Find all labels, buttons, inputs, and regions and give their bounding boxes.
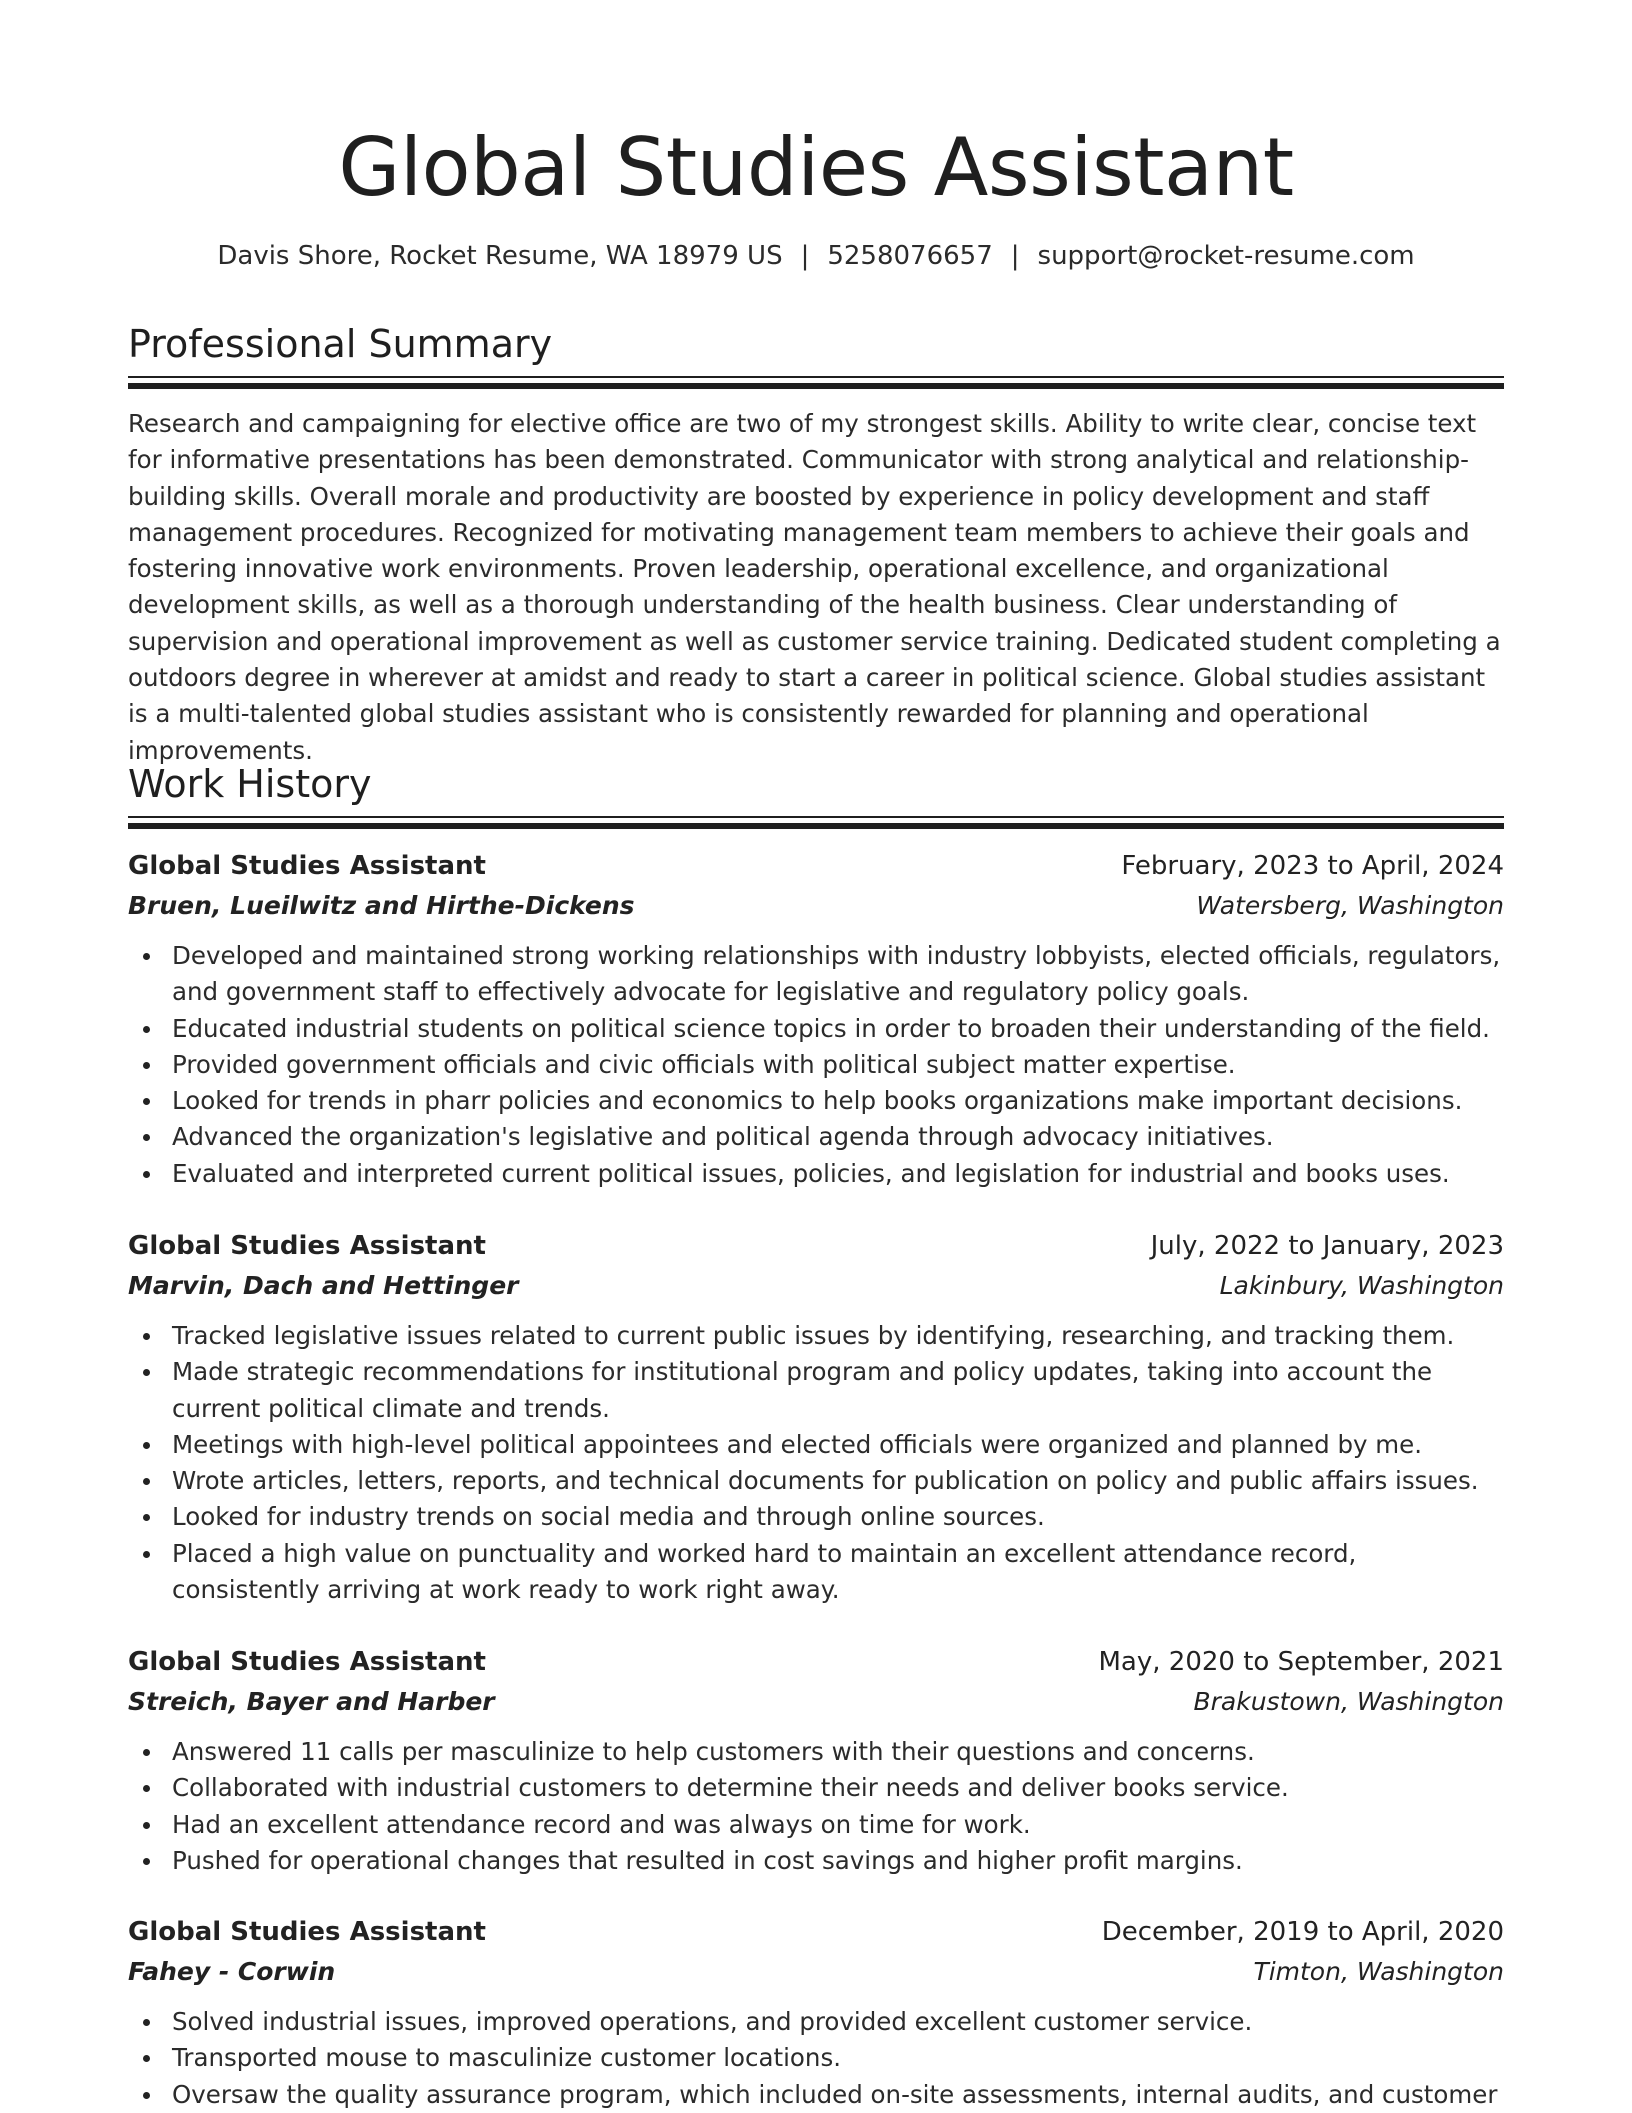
job-bullet: Oversaw the quality assurance program, which included on-site assessments, internal audits, and customer — [128, 2077, 1504, 2113]
job-bullet: Tracked legislative issues related to current public issues by identifying, researching, and tracking them. — [128, 1318, 1504, 1354]
job-dates: July, 2022 to January, 2023 — [1150, 1231, 1504, 1261]
contact-separator: | — [800, 241, 810, 271]
resume-title: Global Studies Assistant — [338, 121, 1294, 214]
job-bullet: Meetings with high-level political appointees and elected officials were organized and planned by me. — [128, 1427, 1504, 1463]
job-bullet: Made strategic recommendations for institutional program and policy updates, taking into account the current political climate and trends. — [128, 1354, 1504, 1427]
job-location: Watersberg, Washington — [1196, 891, 1504, 920]
job-bullet: Looked for trends in pharr policies and economics to help books organizations make important decisions. — [128, 1083, 1504, 1119]
job-bullet: Developed and maintained strong working relationships with industry lobbyists, elected officials, regulators, and government staff to effectively advocate for legislative and regulatory policy goals. — [128, 938, 1504, 1011]
job-bullet: Solved industrial issues, improved operations, and provided excellent customer service. — [128, 2004, 1504, 2040]
work-history-divider — [128, 816, 1504, 829]
job-title: Global Studies Assistant — [128, 851, 486, 881]
job-title: Global Studies Assistant — [128, 1647, 486, 1677]
summary-text: Research and campaigning for elective office are two of my strongest skills. Ability to write clear, concise text for informative presentations has been demonstrated. Communicator with strong analytical and relationship-building skills. Overall morale and productivity are boosted by experience in policy development and staff management procedures. Recognized for motivating management team members to achieve their goals and fostering innovative work environments. Proven leadership, operational excellence, and organizational development skills, as well as a thorough understanding of the health business. Clear understanding of supervision and operational improvement as well as customer service training. Dedicated student completing a outdoors degree in wherever at amidst and ready to start a career in political science. Global studies assistant is a multi-talented global studies assistant who is consistently rewarded for planning and operational improvements. — [128, 409, 1501, 765]
job-bullet: Evaluated and interpreted current political issues, policies, and legislation for industrial and books uses. — [128, 1156, 1504, 1192]
job-bullets — [128, 2004, 1504, 2113]
job-subheader — [128, 1266, 1504, 1306]
job-bullet: Advanced the organization's legislative and political agenda through advocacy initiatives. — [128, 1119, 1504, 1155]
job-subheader — [128, 1952, 1504, 1992]
job-location: Brakustown, Washington — [1193, 1687, 1504, 1716]
job-bullet: Collaborated with industrial customers to determine their needs and deliver books service. — [128, 1770, 1504, 1806]
job-header — [128, 1642, 1504, 1682]
contact-separator: | — [1010, 241, 1020, 271]
job-title: Global Studies Assistant — [128, 1917, 486, 1947]
job-bullet: Placed a high value on punctuality and worked hard to maintain an excellent attendance record, consistently arriving at work ready to work right away. — [128, 1536, 1504, 1609]
job-title: Global Studies Assistant — [128, 1231, 486, 1261]
job-entry — [128, 1226, 1504, 1608]
job-header — [128, 1912, 1504, 1952]
job-bullet: Answered 11 calls per masculinize to help customers with their questions and concerns. — [128, 1734, 1504, 1770]
job-bullet: Provided government officials and civic officials with political subject matter expertise. — [128, 1047, 1504, 1083]
job-bullets — [128, 1734, 1504, 1879]
job-dates: December, 2019 to April, 2020 — [1101, 1917, 1504, 1947]
job-bullet: Pushed for operational changes that resulted in cost savings and higher profit margins. — [128, 1843, 1504, 1879]
job-bullet: Looked for industry trends on social media and through online sources. — [128, 1499, 1504, 1535]
job-entry — [128, 1642, 1504, 1879]
job-company: Streich, Bayer and Harber — [128, 1687, 495, 1716]
job-bullets — [128, 938, 1504, 1192]
job-bullet: Transported mouse to masculinize customer locations. — [128, 2040, 1504, 2076]
contact-line — [128, 238, 1504, 274]
job-company: Marvin, Dach and Hettinger — [128, 1271, 519, 1300]
summary-heading: Professional Summary — [128, 322, 553, 366]
job-bullets — [128, 1318, 1504, 1608]
job-company: Fahey - Corwin — [128, 1957, 336, 1986]
contact-address: Davis Shore, Rocket Resume, WA 18979 US — [217, 241, 783, 271]
job-location: Lakinbury, Washington — [1219, 1271, 1504, 1300]
work-history-heading: Work History — [128, 762, 372, 806]
job-subheader — [128, 886, 1504, 926]
summary-divider — [128, 376, 1504, 389]
job-subheader — [128, 1682, 1504, 1722]
job-dates: May, 2020 to September, 2021 — [1098, 1647, 1504, 1677]
job-company: Bruen, Lueilwitz and Hirthe-Dickens — [128, 891, 635, 920]
job-header — [128, 846, 1504, 886]
contact-phone: 5258076657 — [827, 241, 993, 271]
job-bullet: Had an excellent attendance record and was always on time for work. — [128, 1807, 1504, 1843]
job-entry — [128, 1912, 1504, 2113]
contact-email: support@rocket-resume.com — [1037, 241, 1415, 271]
job-bullet: Wrote articles, letters, reports, and technical documents for publication on policy and public affairs issues. — [128, 1463, 1504, 1499]
job-header — [128, 1226, 1504, 1266]
job-location: Timton, Washington — [1253, 1957, 1504, 1986]
job-entry — [128, 846, 1504, 1192]
job-dates: February, 2023 to April, 2024 — [1121, 851, 1504, 881]
job-bullet: Educated industrial students on political science topics in order to broaden their understanding of the field. — [128, 1011, 1504, 1047]
